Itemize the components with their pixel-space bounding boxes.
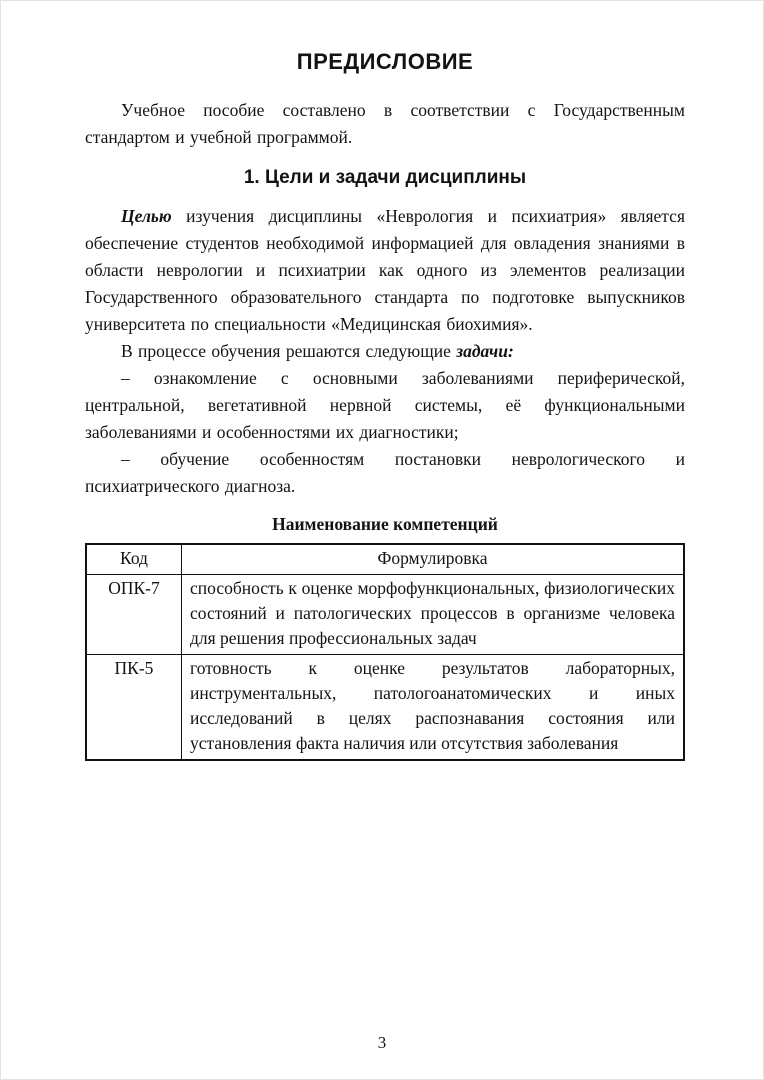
competencies-table xyxy=(85,543,685,761)
table-caption: Наименование компетенций xyxy=(272,514,498,534)
table-header-formulation: Формулировка xyxy=(182,544,685,575)
tasks-intro-paragraph xyxy=(85,338,685,365)
table-cell-formulation-opk7: способность к оценке морфофункциональных, физиологических состояний и патологических процессов в организме человека для решения профессиональных задач xyxy=(182,575,685,655)
tasks-intro-text: В процессе обучения решаются следующие xyxy=(121,341,457,361)
page-number: 3 xyxy=(377,1033,387,1052)
intro-paragraph: Учебное пособие составлено в соответствии с Государственным стандартом и учебной программой. xyxy=(85,100,685,147)
tasks-intro-emphasis: задачи: xyxy=(456,341,514,361)
table-cell-code-opk7: ОПК-7 xyxy=(86,575,182,655)
table-header-row xyxy=(86,544,684,575)
table-header-code: Код xyxy=(86,544,182,575)
text-block xyxy=(85,49,685,761)
table-cell-code-pk5: ПК-5 xyxy=(86,655,182,761)
page-title: ПРЕДИСЛОВИЕ xyxy=(296,49,474,74)
table-row xyxy=(86,655,684,761)
table-row xyxy=(86,575,684,655)
task-item-1: – ознакомление с основными заболеваниями периферической, центральной, вегетативной нервной системы, её функциональными заболеваниями и особенностями их диагностики; xyxy=(85,368,685,442)
task-item-2: – обучение особенностям постановки неврологического и психиатрического диагноза. xyxy=(85,449,685,496)
goals-paragraph-rest: изучения дисциплины «Неврология и психиатрия» является обеспечение студентов необходимой информацией для овладения знаниями в области неврологии и психиатрии как одного из элементов реализации Государственного образовательного стандарта по подготовке выпускников университета по специальности «Медицинская биохимия». xyxy=(85,206,685,334)
section-heading: 1. Цели и задачи дисциплины xyxy=(243,167,527,188)
table-cell-formulation-pk5: готовность к оценке результатов лабораторных, инструментальных, патологоанатомических и иных исследований в целях распознавания состояния или установления факта наличия или отсутствия заболевания xyxy=(182,655,685,761)
goals-paragraph-lead: Целью xyxy=(121,206,172,226)
goals-paragraph xyxy=(85,203,685,338)
